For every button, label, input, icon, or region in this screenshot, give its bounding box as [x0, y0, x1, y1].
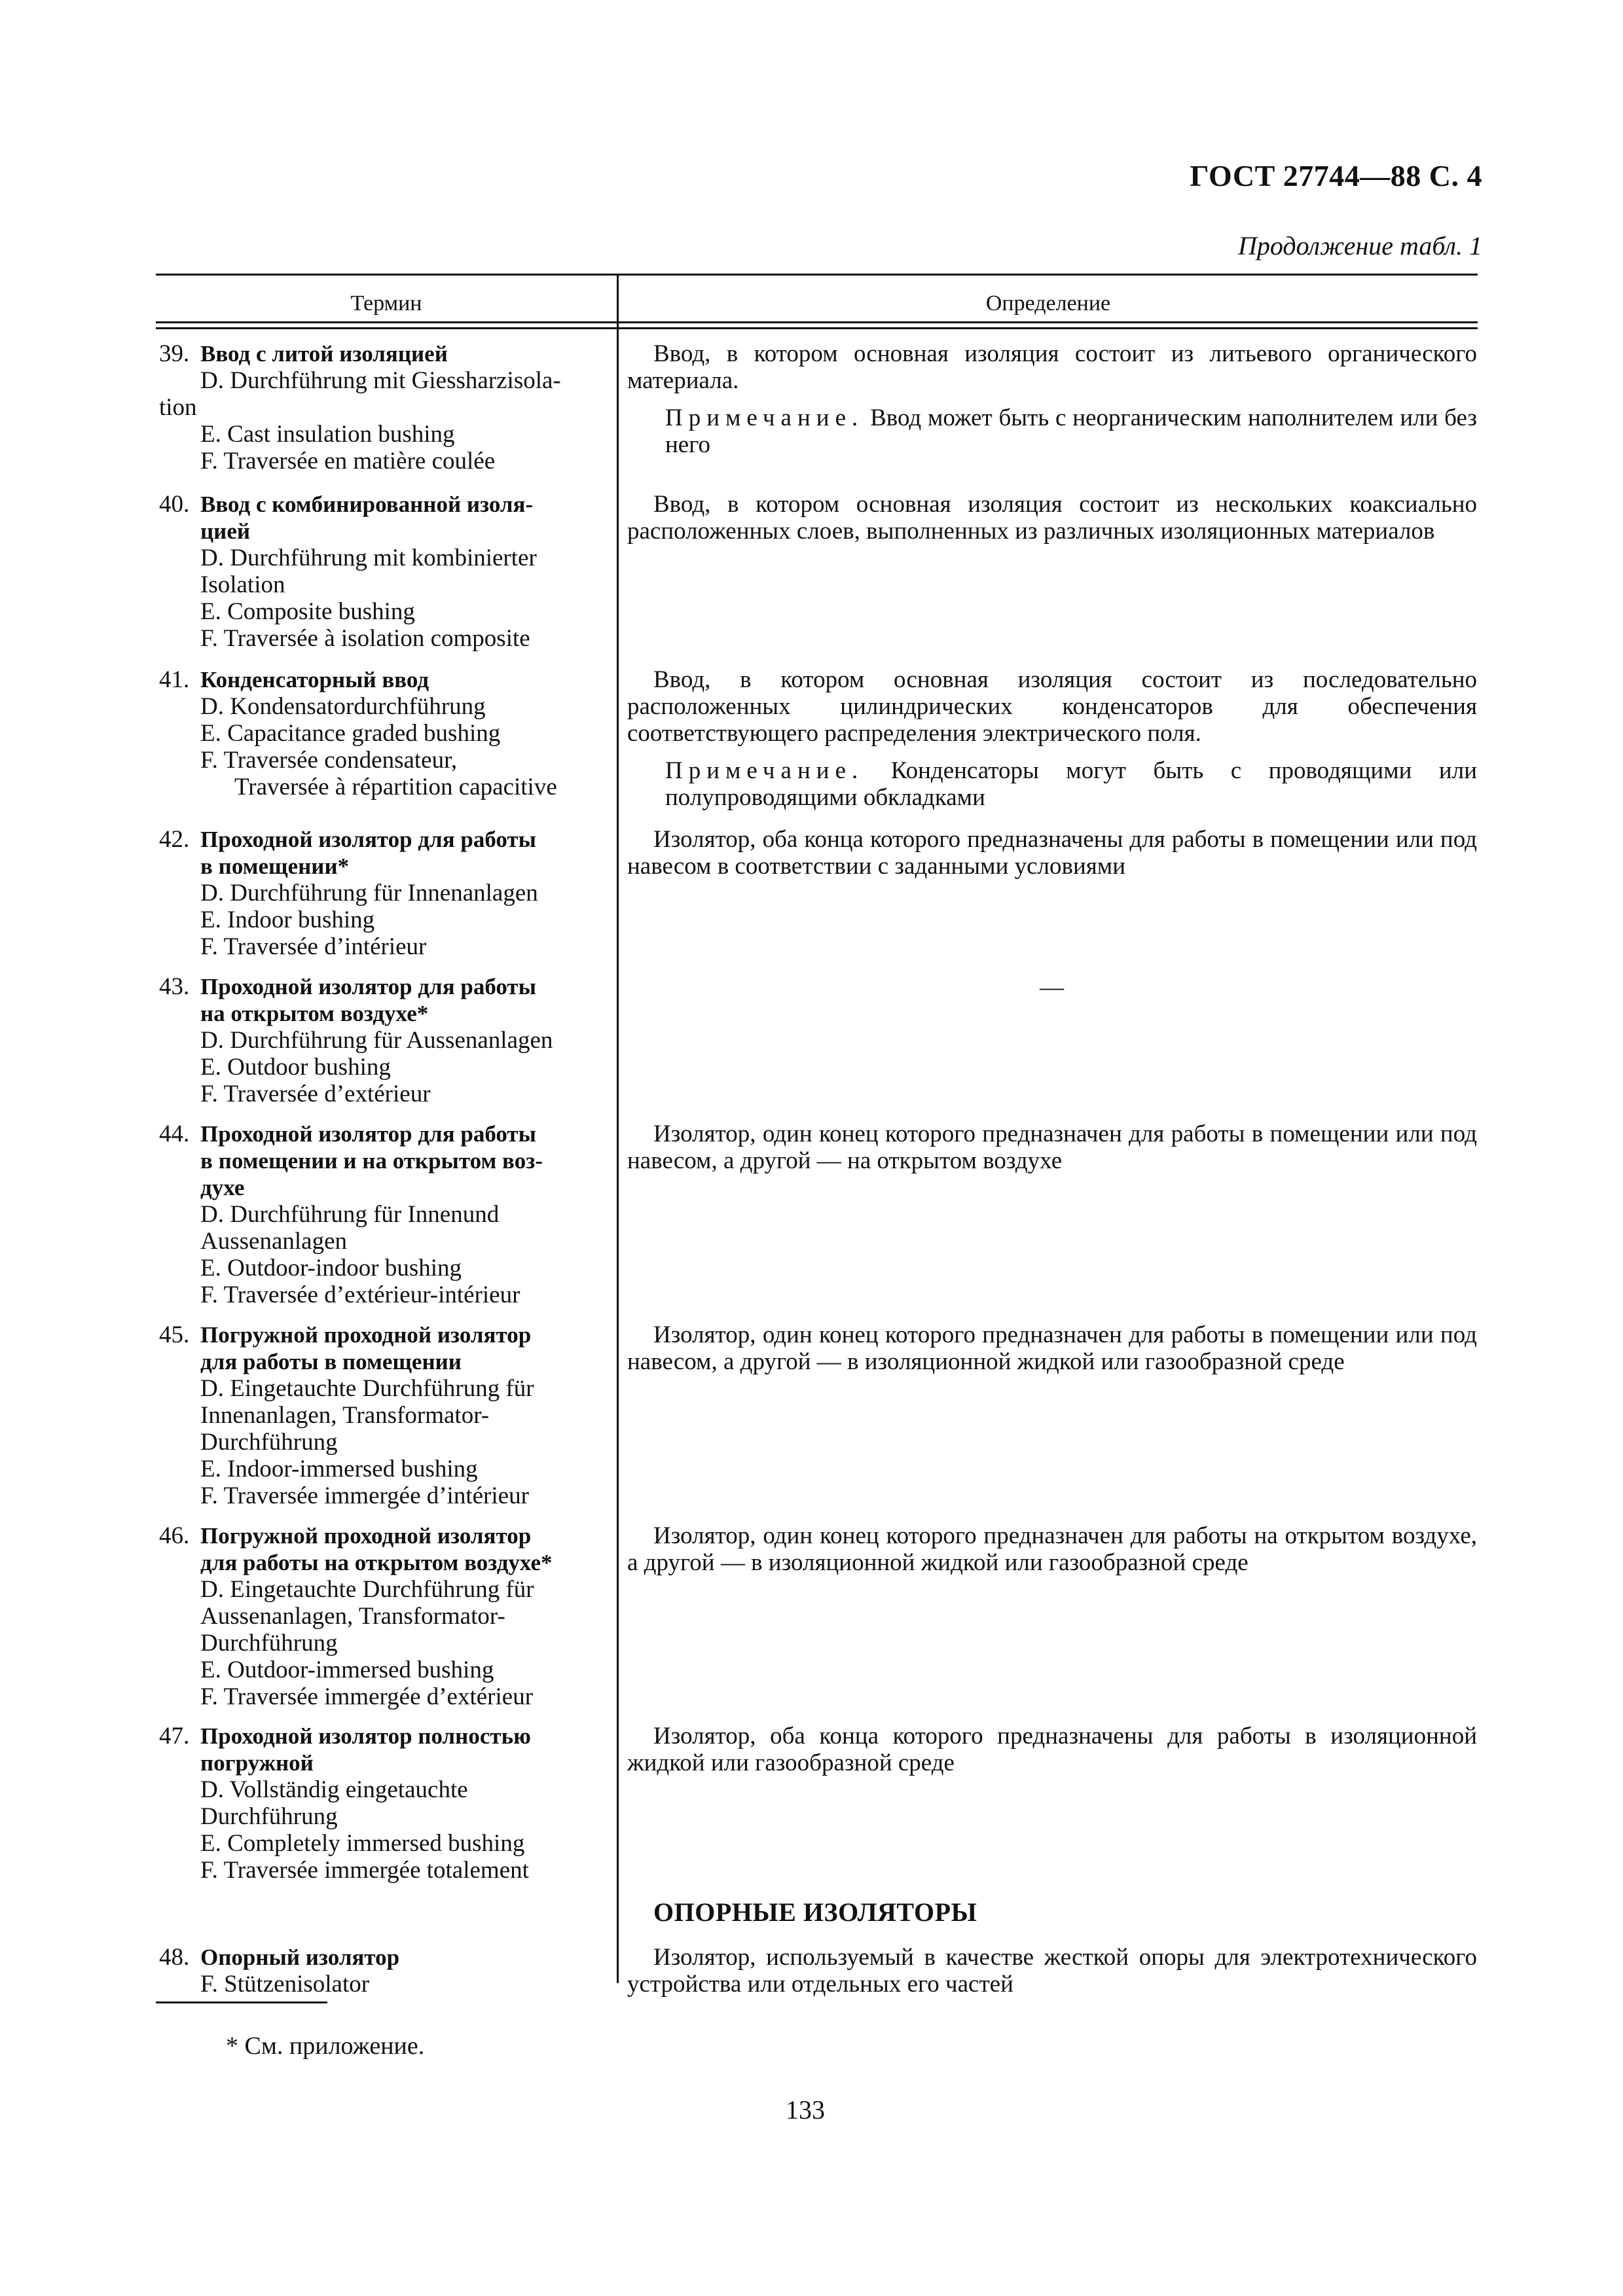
term-number: 48. [159, 1944, 190, 1971]
term-number: 47. [159, 1723, 190, 1749]
term-fr: F. Traversée en matière coulée [200, 448, 496, 475]
term-cell [159, 973, 604, 1107]
term-fr: F. Traversée condensateur, [200, 747, 458, 774]
term-cell [159, 1121, 604, 1308]
term-de: D. Durchführung mit kombinierter [200, 545, 537, 571]
term-ru: Погружной проходной изолятор [200, 1523, 532, 1549]
term-ru: Опорный изолятор [200, 1945, 400, 1970]
footnote: * См. приложение. [226, 2032, 425, 2060]
term-ru-cont: для работы в помещении [200, 1349, 462, 1374]
term-ru: Погружной проходной изолятор [200, 1322, 532, 1348]
term-cell [159, 666, 604, 800]
term-fr: F. Traversée à isolation composite [200, 625, 530, 652]
column-header-term: Термин [350, 291, 422, 315]
term-de: D. Durchführung für Innenund [200, 1201, 500, 1228]
definition-cell [627, 1121, 1477, 1174]
term-ru-cont: погружной [200, 1750, 314, 1776]
table-header-rule [156, 321, 1478, 323]
definition-dash: — [1040, 974, 1064, 1001]
term-cell [159, 1522, 604, 1710]
definition-text: Изолятор, один конец которого предназначен для работы в помещении или под навесом, а другой — на открытом воздухе [627, 1121, 1477, 1174]
term-en: E. Completely immersed bushing [200, 1830, 525, 1857]
definition-text: Изолятор, один конец которого предназначен для работы на открытом воздухе, а другой — в изоляционной жидкой или газообразной среде [627, 1522, 1477, 1576]
term-cell [159, 491, 604, 652]
term-number: 46. [159, 1522, 190, 1549]
term-de: D. Kondensatordurchführung [200, 693, 486, 720]
term-de: D. Durchführung für Innenanlagen [200, 880, 538, 906]
page-number: 133 [786, 2095, 825, 2125]
term-de: D. Eingetauchte Durchführung für [200, 1576, 534, 1603]
definition-text: Изолятор, один конец которого предназначен для работы в помещении или под навесом, а другой — в изоляционной жидкой или газообразной среде [627, 1321, 1477, 1375]
term-cell [159, 826, 604, 960]
term-ru-cont: в помещении* [200, 853, 350, 879]
definition-text: Изолятор, используемый в качестве жесткой опоры для электротехнического устройства или отдельных его частей [627, 1944, 1477, 1998]
term-fr: F. Traversée immergée totalement [200, 1857, 529, 1884]
term-ru: Проходной изолятор для работы [200, 1121, 536, 1147]
term-ru: Проходной изолятор для работы [200, 827, 536, 852]
term-fr: F. Stützenisolator [200, 1971, 370, 1998]
term-de: D. Eingetauchte Durchführung für [200, 1375, 534, 1402]
definition-cell [627, 1723, 1477, 1776]
term-en: E. Capacitance graded bushing [200, 720, 501, 747]
term-de-cont: Durchführung [200, 1630, 338, 1657]
definition-cell [627, 491, 1477, 545]
term-en: E. Outdoor-indoor bushing [200, 1255, 462, 1282]
term-number: 45. [159, 1321, 190, 1348]
term-de: D. Vollständig eingetauchte [200, 1776, 468, 1803]
definition-cell [627, 1321, 1477, 1375]
term-number: 40. [159, 491, 190, 518]
term-en: E. Cast insulation bushing [200, 421, 455, 448]
term-cell [159, 340, 604, 475]
term-de: D. Durchführung mit Giessharzisola- [200, 367, 561, 394]
table-header-rule-double [156, 327, 1478, 329]
table-top-rule [156, 274, 1478, 276]
definition-text: Ввод, в котором основная изоляция состоит из нескольких коаксиально расположенных слоев, выполненных из различных изоляционных материалов [627, 491, 1477, 545]
definition-cell [627, 1944, 1477, 1998]
term-ru: Проходной изолятор полностью [200, 1723, 531, 1749]
definition-text: Ввод, в котором основная изоляция состоит из литьевого органического материала. [627, 340, 1477, 394]
term-ru: Конденсаторный ввод [200, 667, 429, 692]
term-fr: F. Traversée d’extérieur [200, 1081, 431, 1107]
term-ru-cont: духе [200, 1175, 245, 1200]
term-de-cont: Durchführung [200, 1429, 338, 1456]
note-label: Примечание. [665, 404, 864, 431]
term-cell [159, 1321, 604, 1509]
term-cell [159, 1723, 604, 1884]
term-number: 44. [159, 1121, 190, 1147]
term-number: 43. [159, 973, 190, 1000]
term-number: 42. [159, 826, 190, 853]
term-de: D. Durchführung für Aussenanlagen [200, 1027, 553, 1054]
term-ru: Ввод с комбинированной изоля- [200, 492, 534, 517]
term-ru: Ввод с литой изоляцией [200, 341, 448, 367]
term-cell [159, 1944, 604, 1998]
definition-cell [627, 666, 1477, 811]
document-header-title: ГОСТ 27744—88 С. 4 [1190, 159, 1482, 192]
term-ru-cont: в помещении и на открытом воз- [200, 1148, 543, 1174]
term-ru: Проходной изолятор для работы [200, 974, 536, 999]
table-column-divider [617, 274, 619, 1983]
term-fr: F. Traversée immergée d’extérieur [200, 1683, 534, 1710]
table-continuation-label: Продолжение табл. 1 [1237, 231, 1482, 260]
term-ru-cont: цией [200, 518, 251, 544]
definition-cell [627, 340, 1477, 458]
definition-text: Ввод, в котором основная изоляция состоит из последовательно расположенных цилиндрических конденсаторов для обеспечения соответствующего распределения электрического поля. [627, 666, 1477, 747]
term-fr: F. Traversée d’extérieur-intérieur [200, 1282, 520, 1308]
definition-cell [627, 826, 1477, 880]
term-ru-cont: для работы на открытом воздухе* [200, 1550, 553, 1575]
term-de-cont: Durchführung [200, 1803, 338, 1830]
note-text: Ввод может быть с неорганическим наполнителем или без него [665, 404, 1478, 458]
term-ru-cont: на открытом воздухе* [200, 1001, 429, 1026]
definition-cell [627, 1522, 1477, 1576]
term-en: E. Outdoor bushing [200, 1054, 391, 1081]
term-de-cont: tion [159, 394, 197, 421]
term-fr: F. Traversée immergée d’intérieur [200, 1482, 529, 1509]
footnote-rule [156, 2001, 327, 2003]
note-text: Конденсаторы могут быть с проводящими или полупроводящими обкладками [665, 757, 1477, 811]
term-de-cont: Isolation [200, 571, 285, 598]
term-en: E. Indoor-immersed bushing [200, 1456, 478, 1482]
definition-text: Изолятор, оба конца которого предназначены для работы в изоляционной жидкой или газообразной среде [627, 1723, 1477, 1776]
term-fr: F. Traversée d’intérieur [200, 933, 427, 960]
section-title: ОПОРНЫЕ ИЗОЛЯТОРЫ [653, 1897, 977, 1927]
term-en: E. Indoor bushing [200, 906, 375, 933]
term-fr-alt: Traversée à répartition capacitive [234, 774, 557, 800]
term-number: 39. [159, 340, 190, 367]
note-label: Примечание. [665, 757, 864, 784]
term-en: E. Outdoor-immersed bushing [200, 1657, 494, 1683]
column-header-definition: Определение [985, 291, 1111, 315]
term-de-cont: Innenanlagen, Transformator- [200, 1402, 490, 1429]
definition-text: Изолятор, оба конца которого предназначены для работы в помещении или под навесом в соответствии с заданными условиями [627, 826, 1477, 880]
term-number: 41. [159, 666, 190, 693]
term-en: E. Composite bushing [200, 598, 415, 625]
term-de-cont: Aussenanlagen, Transformator- [200, 1603, 505, 1630]
term-de-cont: Aussenanlagen [200, 1228, 347, 1255]
